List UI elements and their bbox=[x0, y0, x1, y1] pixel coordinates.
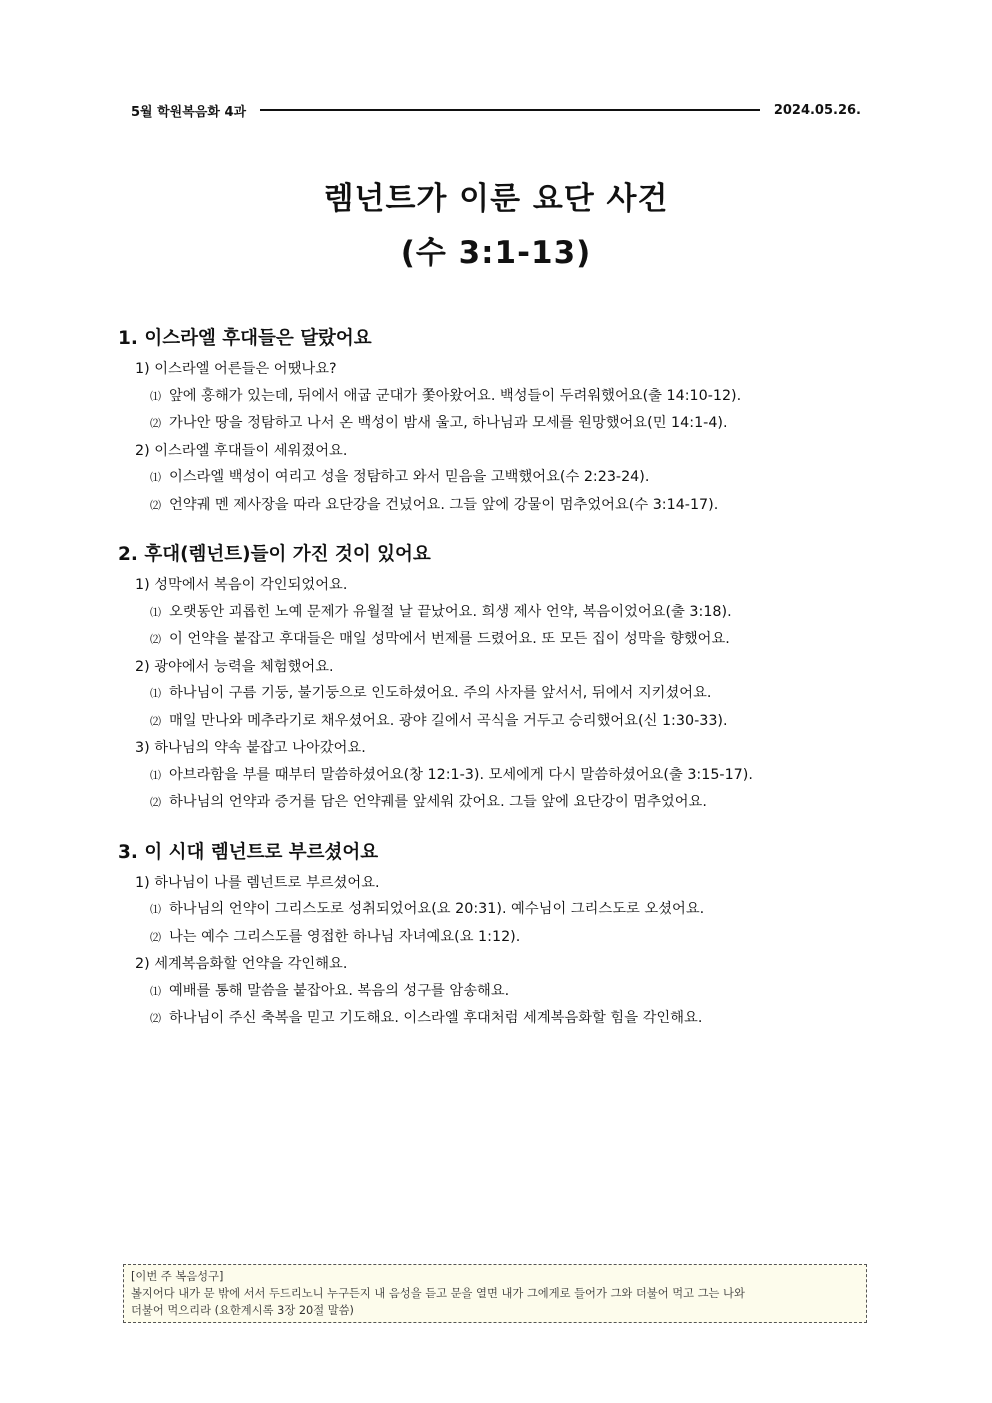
sub-item bbox=[118, 1005, 878, 1033]
sub-number: ⑴ bbox=[150, 903, 161, 916]
sub-number: ⑵ bbox=[150, 930, 161, 944]
sub-number: ⑵ bbox=[150, 633, 161, 646]
sub-text: 하나님의 언약과 증거를 담은 언약궤를 앞세워 갔어요. 그들 앞에 요단강이 멈추었어요. bbox=[169, 794, 707, 810]
header-divider bbox=[260, 109, 760, 111]
section-3 bbox=[118, 839, 878, 1033]
sub-text: 오랫동안 괴롭힌 노예 문제가 유월절 날 끝났어요. 희생 제사 언약, 복음이었어요(출 3:18). bbox=[169, 603, 732, 620]
sub-item bbox=[118, 464, 878, 492]
point-item: 1) 이스라엘 어른들은 어땠나요? bbox=[135, 361, 337, 377]
lesson-date: 2024.05.26. bbox=[773, 102, 861, 118]
sub-item bbox=[118, 599, 878, 627]
point-item: 2) 세계복음화할 언약을 각인해요. bbox=[135, 956, 348, 972]
sub-item bbox=[118, 762, 878, 790]
sub-text: 앞에 홍해가 있는데, 뒤에서 애굽 군대가 쫓아왔어요. 백성들이 두려워했어요(출 14:10-12). bbox=[169, 387, 742, 404]
sub-text: 하나님이 주신 축복을 믿고 기도해요. 이스라엘 후대처럼 세계복음화할 힘을 각인해요. bbox=[169, 1010, 703, 1026]
sub-item bbox=[118, 896, 878, 924]
sub-number: ⑴ bbox=[150, 389, 161, 403]
page-title: 렘넌트가 이룬 요단 사건 bbox=[323, 181, 669, 217]
sub-text: 하나님의 언약이 그리스도로 성취되었어요(요 20:31). 예수님이 그리스도로 오셨어요. bbox=[169, 901, 705, 917]
sub-text: 이스라엘 백성이 여리고 성을 정탐하고 와서 믿음을 고백했어요(수 2:23-24). bbox=[169, 469, 650, 485]
sub-text: 매일 만나와 메추라기로 채우셨어요. 광야 길에서 곡식을 거두고 승리했어요(신 1:30-33). bbox=[169, 712, 728, 729]
point-item: 2) 이스라엘 후대들이 세워졌어요. bbox=[135, 442, 348, 459]
sub-text: 예배를 통해 말씀을 붙잡아요. 복음의 성구를 암송해요. bbox=[169, 982, 510, 999]
sub-item bbox=[118, 680, 878, 708]
sub-number: ⑴ bbox=[150, 471, 161, 484]
sub-number: ⑵ bbox=[150, 498, 161, 512]
sub-text: 하나님이 구름 기둥, 불기둥으로 인도하셨어요. 주의 사자를 앞서서, 뒤에서 지키셨어요. bbox=[169, 685, 712, 701]
point-item: 1) 성막에서 복음이 각인되었어요. bbox=[135, 577, 348, 593]
verse-text-line-1: 볼지어다 내가 문 밖에 서서 두드리노니 누구든지 내 음성을 듣고 문을 열면 내가 그에게로 들어가 그와 더불어 먹고 그는 나와 bbox=[131, 1287, 745, 1300]
sub-item bbox=[118, 924, 878, 952]
course-label: 5월 학원복음화 4과 bbox=[131, 104, 247, 120]
section-title: 3. 이 시대 렘넌트로 부르셨어요 bbox=[118, 841, 379, 863]
sub-item bbox=[118, 978, 878, 1006]
sub-item bbox=[118, 708, 878, 736]
section-1 bbox=[118, 325, 878, 519]
sub-number: ⑵ bbox=[150, 796, 161, 809]
point-item: 1) 하나님이 나를 렘넌트로 부르셨어요. bbox=[135, 874, 380, 891]
sub-item bbox=[118, 383, 878, 411]
sub-text: 아브라함을 부를 때부터 말씀하셨어요(창 12:1-3). 모세에게 다시 말씀하셨어요(출 3:15-17). bbox=[169, 766, 753, 783]
verse-label: [이번 주 복음성구] bbox=[131, 1270, 224, 1283]
section-title: 1. 이스라엘 후대들은 달랐어요 bbox=[118, 328, 372, 349]
sub-number: ⑴ bbox=[150, 687, 161, 700]
sub-number: ⑴ bbox=[150, 605, 161, 619]
sub-text: 가나안 땅을 정탐하고 나서 온 백성이 밤새 울고, 하나님과 모세를 원망했어요(민 14:1-4). bbox=[169, 415, 728, 431]
scripture-reference: (수 3:1-13) bbox=[400, 235, 592, 271]
sub-number: ⑵ bbox=[150, 1012, 161, 1025]
sub-item bbox=[118, 410, 878, 438]
sub-number: ⑴ bbox=[150, 984, 161, 998]
sub-text: 이 언약을 붙잡고 후대들은 매일 성막에서 번제를 드렸어요. 또 모든 집이 성막을 향했어요. bbox=[169, 631, 730, 647]
sub-text: 언약궤 멘 제사장을 따라 요단강을 건넜어요. 그들 앞에 강물이 멈추었어요(수 3:14-17). bbox=[169, 496, 719, 513]
memory-verse-box bbox=[123, 1264, 867, 1323]
sub-number: ⑴ bbox=[150, 768, 161, 782]
section-title: 2. 후대(렘넌트)들이 가진 것이 있어요 bbox=[118, 544, 431, 565]
sub-number: ⑵ bbox=[150, 417, 161, 430]
point-item: 3) 하나님의 약속 붙잡고 나아갔어요. bbox=[135, 740, 366, 756]
sub-item bbox=[118, 789, 878, 817]
page-header bbox=[131, 99, 861, 121]
sub-item bbox=[118, 492, 878, 520]
title-block bbox=[0, 175, 992, 277]
sub-text: 나는 예수 그리스도를 영접한 하나님 자녀예요(요 1:12). bbox=[169, 928, 521, 945]
lesson-content bbox=[118, 325, 878, 1055]
verse-text-line-2: 더불어 먹으리라 (요한계시록 3장 20절 말씀) bbox=[131, 1304, 354, 1317]
point-item: 2) 광야에서 능력을 체험했어요. bbox=[135, 658, 334, 675]
sub-item bbox=[118, 626, 878, 654]
sub-number: ⑵ bbox=[150, 714, 161, 728]
section-2 bbox=[118, 541, 878, 817]
